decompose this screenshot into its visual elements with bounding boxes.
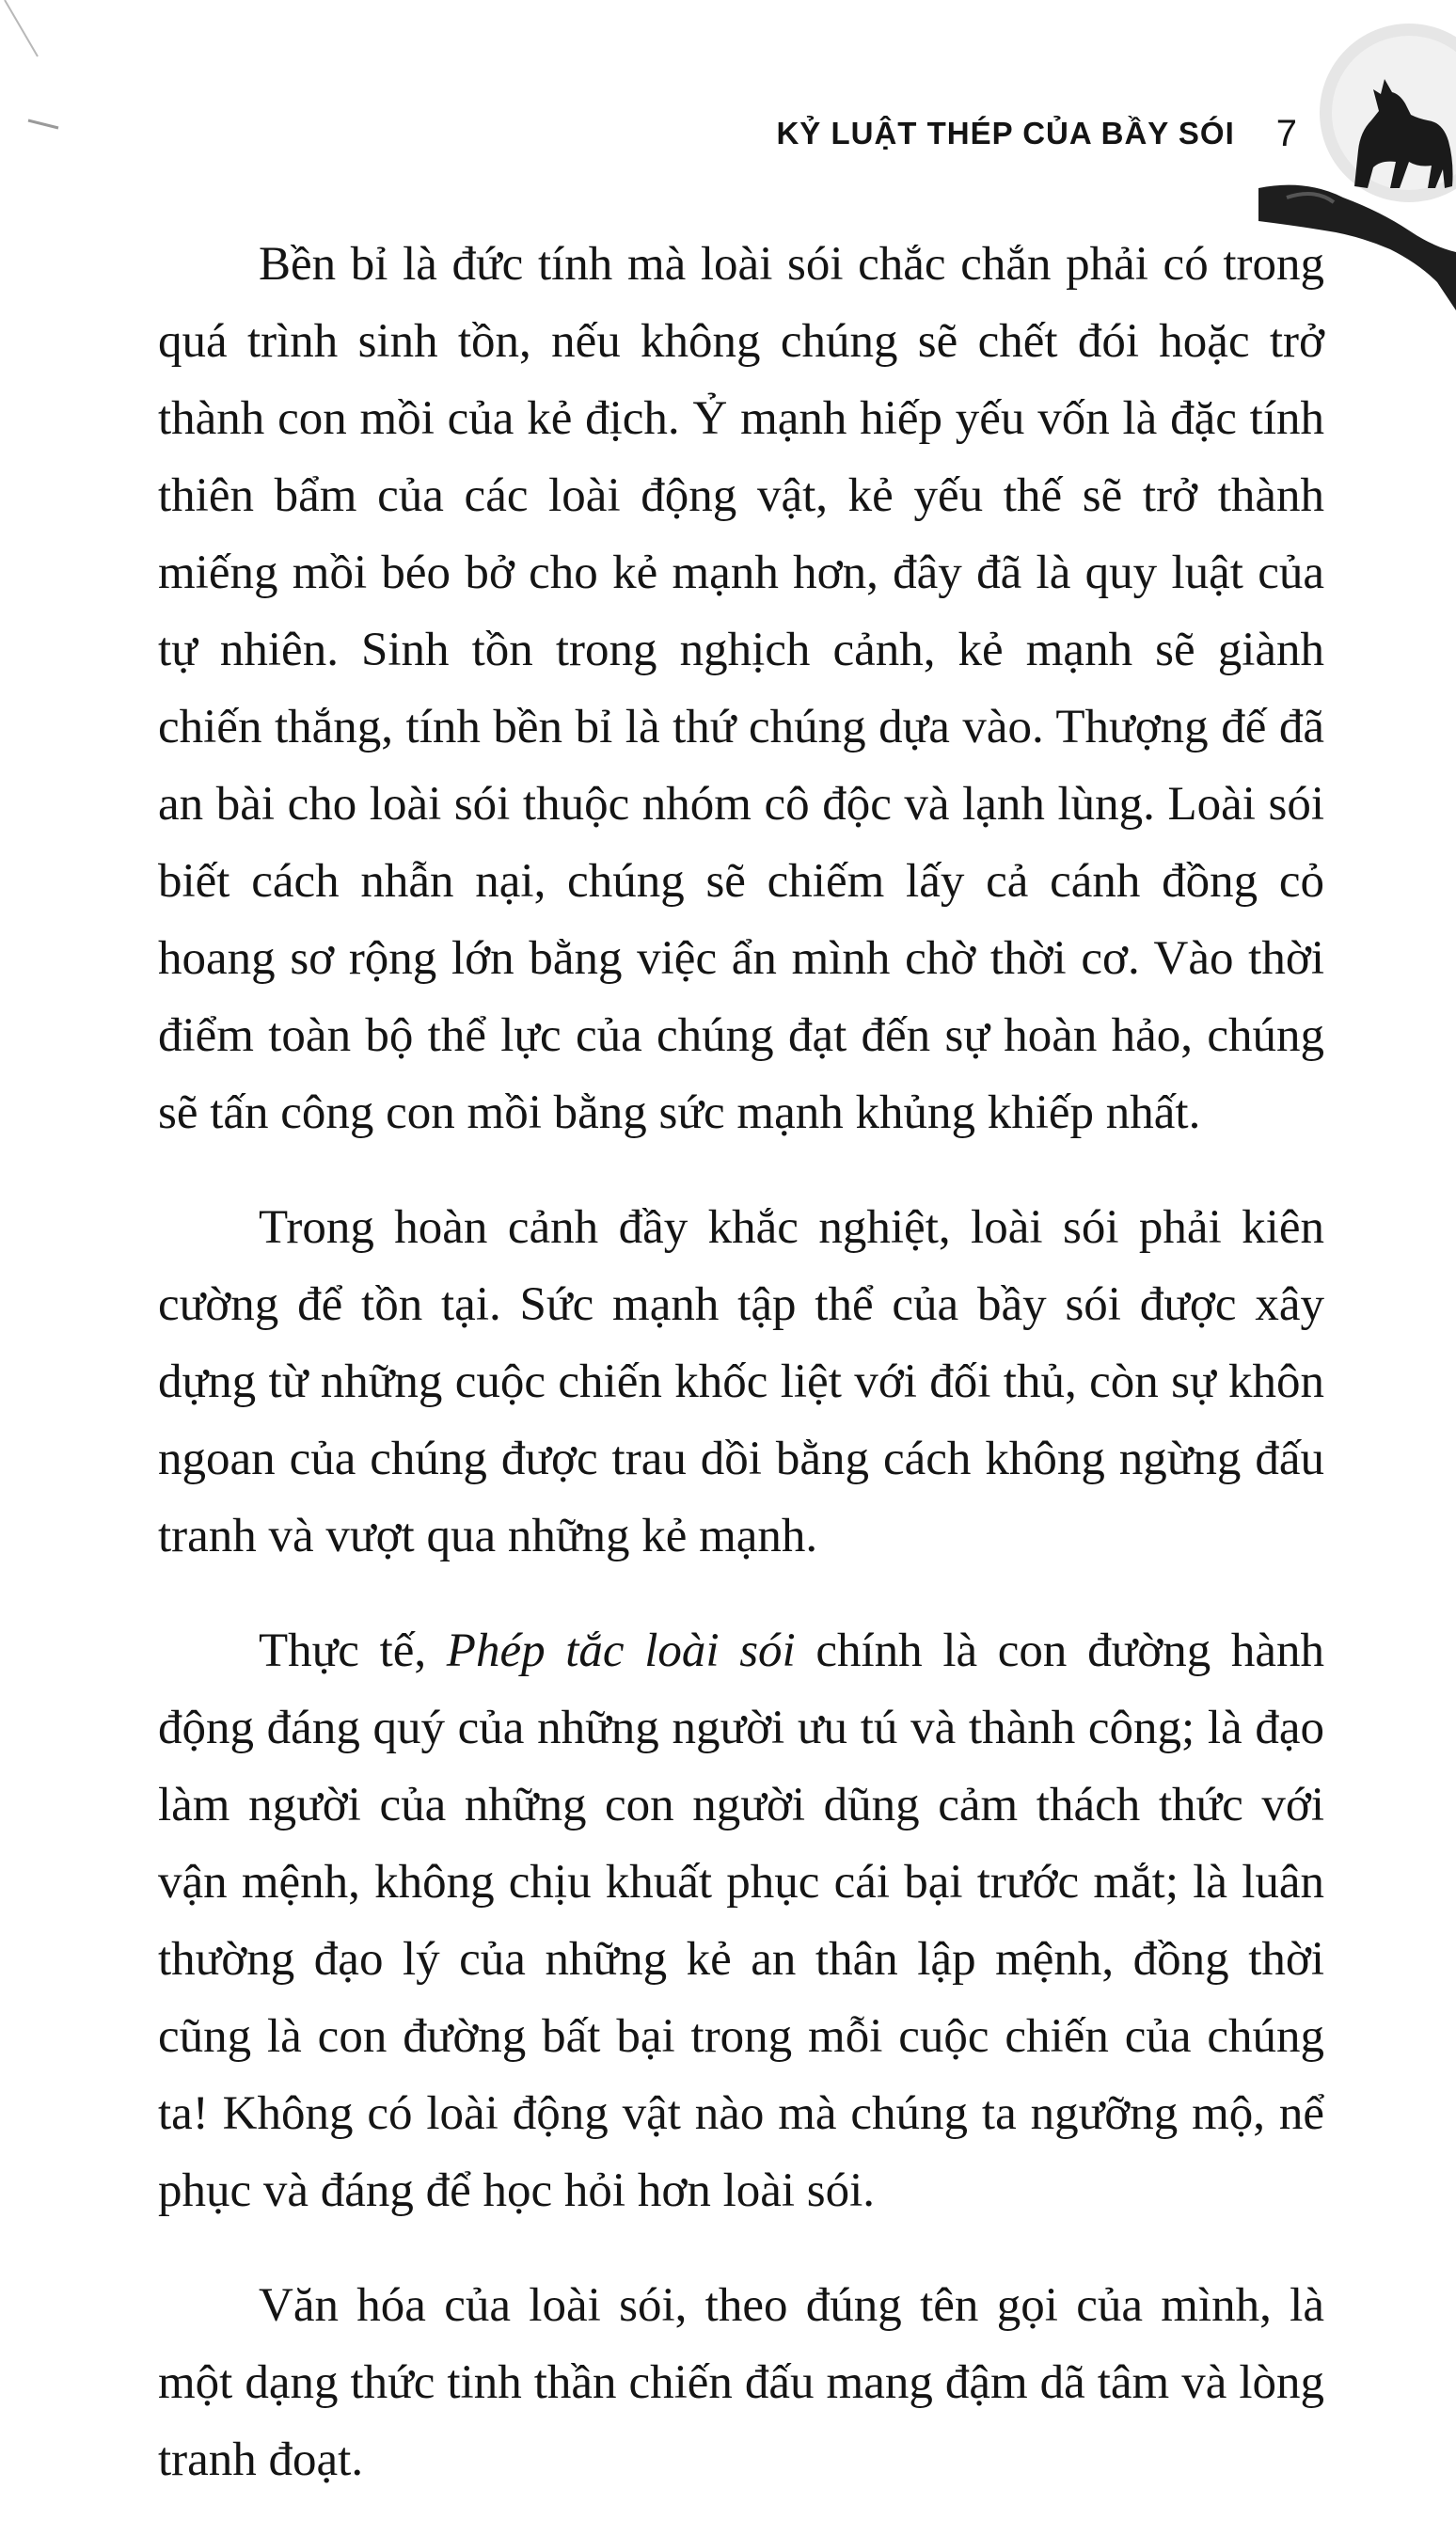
body-text bbox=[158, 226, 1324, 2536]
paragraph-4 bbox=[158, 2267, 1324, 2498]
paragraph-3-text-before: Thực tế, bbox=[259, 1625, 447, 1677]
page-number: 7 bbox=[1275, 112, 1298, 154]
paragraph-1-text: Bền bỉ là đức tính mà loài sói chắc chắn phải có trong quá trình sinh tồn, nếu không chúng sẽ chết đói hoặc trở thành con mồi của kẻ địch. Ỷ mạnh hiếp yếu vốn là đặc tính thiên bẩm của các loài động vật, kẻ yếu thế sẽ trở thành miếng mồi béo bở cho kẻ mạnh hơn, đây đã là quy luật của tự nhiên. Sinh tồn trong nghịch cảnh, kẻ mạnh sẽ giành chiến thắng, tính bền bỉ là thứ chúng dựa vào. Thượng đế đã an bài cho loài sói thuộc nhóm cô độc và lạnh lùng. Loài sói biết cách nhẫn nại, chúng sẽ chiếm lấy cả cánh đồng cỏ hoang sơ rộng lớn bằng việc ẩn mình chờ thời cơ. Vào thời điểm toàn bộ thể lực của chúng đạt đến sự hoàn hảo, chúng sẽ tấn công con mồi bằng sức mạnh khủng khiếp nhất. bbox=[158, 238, 1324, 1139]
paragraph-3-text-after: chính là con đường hành động đáng quý của những người ưu tú và thành công; là đạo làm người của những con người dũng cảm thách thức với vận mệnh, không chịu khuất phục cái bại trước mắt; là luân thường đạo lý của những kẻ an thân lập mệnh, đồng thời cũng là con đường bất bại trong mỗi cuộc chiến của chúng ta! Không có loài động vật nào mà chúng ta ngưỡng mộ, nể phục và đáng để học hỏi hơn loài sói. bbox=[158, 1625, 1324, 2217]
running-header bbox=[776, 105, 1298, 162]
book-title: KỶ LUẬT THÉP CỦA BẦY SÓI bbox=[776, 116, 1235, 151]
book-title-italic: Phép tắc loài sói bbox=[446, 1625, 796, 1677]
scan-edge-mark bbox=[0, 0, 85, 188]
paragraph-2 bbox=[158, 1189, 1324, 1575]
paragraph-4-text: Văn hóa của loài sói, theo đúng tên gọi của mình, là một dạng thức tinh thần chiến đấu mang đậm dã tâm và lòng tranh đoạt. bbox=[158, 2279, 1324, 2486]
paragraph-2-text: Trong hoàn cảnh đầy khắc nghiệt, loài sói phải kiên cường để tồn tại. Sức mạnh tập thể của bầy sói được xây dựng từ những cuộc chiến khốc liệt với đối thủ, còn sự khôn ngoan của chúng được trau dồi bằng cách không ngừng đấu tranh và vượt qua những kẻ mạnh. bbox=[158, 1201, 1324, 1562]
paragraph-1 bbox=[158, 226, 1324, 1151]
paragraph-3 bbox=[158, 1612, 1324, 2229]
